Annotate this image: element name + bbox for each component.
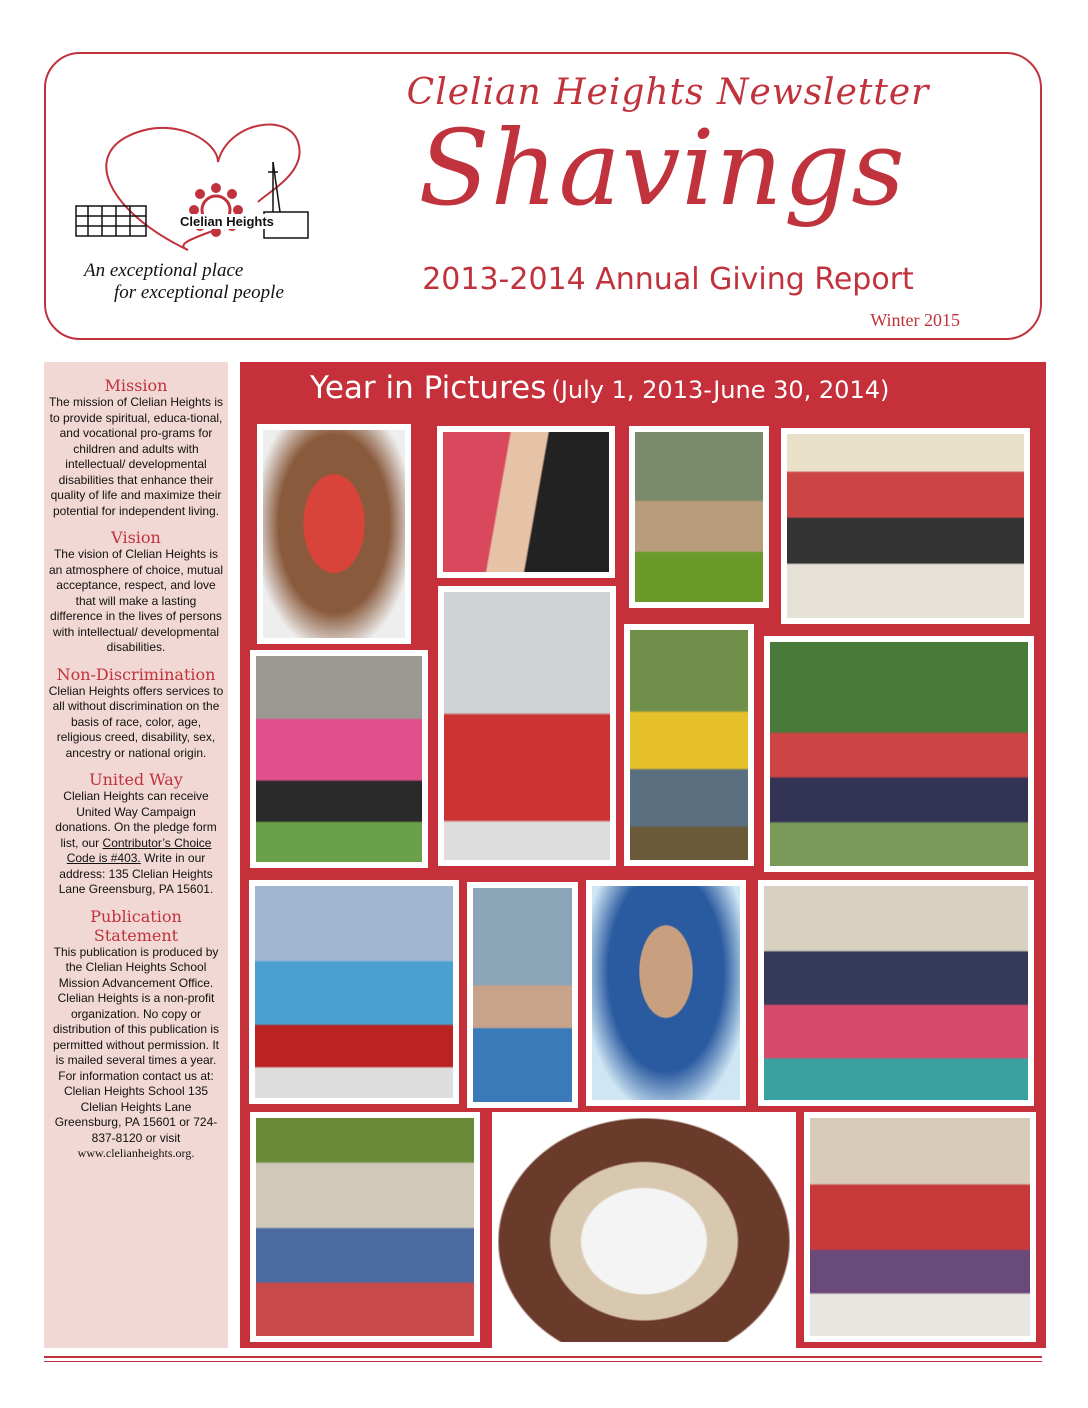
photo-student-pink-shirt [250,650,428,868]
united-way-heading: United Way [89,770,183,789]
united-way-text-before: Clelian Heights can receive United Way Campaign donations. On the pledge form list, our [55,789,217,850]
masthead [44,52,1042,340]
panel-title [310,370,1010,406]
photo-graduates [492,1112,796,1348]
panel-title-main: Year in Pictures [310,370,547,406]
mission-text: The mission of Clelian Heights is to provide spiritual, educa-tional, and vocational pro-grams for children and adults with intellectual/ developmental disabilities that enhance their quality of life and maximize their potential for independent living. [48,395,224,518]
tagline-line1: An exceptional place [84,260,244,281]
choice-code: Contributor’s Choice Code is #403. [66,835,212,865]
tagline-line2: for exceptional people [114,282,284,303]
sidebar [44,362,228,1348]
photo-group-table [781,428,1030,624]
photo-student-with-nun [437,426,615,578]
united-way-text-after: Write in our address: 135 Clelian Heights Lane Greensburg, PA 15601. [58,851,214,896]
logo-text: Clelian Heights [180,214,274,229]
non-discrimination-heading: Non-Discrimination [56,664,216,684]
report-title: 2013-2014 Annual Giving Report [422,262,914,297]
footer-rule-bottom [44,1361,1042,1362]
non-discrimination-text: Clelian Heights offers services to all without discrimination on the basis of race, color, age, religious creed, disability, sex, ancestry or national origin. [48,683,224,760]
photo-painting-activity [804,1112,1036,1342]
photo-basketball [438,586,616,866]
publication-heading-line1: Publication [90,906,182,926]
issue-date: Winter 2015 [870,310,960,330]
publication-body: This publication is produced by the Clelian Heights School Mission Advancement Office. Clelian Heights is a non-profit organization. No copy or distribution of this publication is permitted without permission. It is mailed several times a year. For information contact us at: Clelian Heights School 135 Clelian Heights Lane Greensburg, PA 15601 or 724-837-8120 or visit [52,944,220,1145]
publication-heading-line2: Statement [93,925,179,945]
footer-rule-top [44,1356,1042,1358]
photo-student-forest-tree [624,624,754,866]
photo-city-skyline [467,882,578,1108]
tagline [84,260,324,304]
year-in-pictures-panel [240,362,1046,1348]
photo-weaving-crafts [758,880,1034,1106]
vision-text: The vision of Clelian Heights is an atmosphere of choice, mutual acceptance, respect, and love that will make a lasting difference in the lives of persons with intellectual/ developmental disabilities. [48,547,224,654]
photo-zoo-polar-bear [629,426,769,608]
photo-bookstore [250,1112,480,1342]
vision-heading: Vision [111,528,161,547]
website-link[interactable]: www.clelianheights.org. [77,1146,195,1160]
clelian-heights-logo [68,102,328,262]
photo-student-red-shirt [257,424,411,644]
publication-text [48,945,224,1162]
united-way-text [48,789,224,898]
photo-swimmer [586,880,746,1106]
panel-title-dates: (July 1, 2013-June 30, 2014) [551,376,890,404]
mission-heading: Mission [104,376,168,395]
newsletter-name: Shavings [418,107,906,229]
photo-riverboat-pair [249,880,459,1104]
publication-heading [48,907,224,945]
photo-group-park [764,636,1034,872]
newsletter-title: Clelian Heights Newsletter [406,72,930,113]
